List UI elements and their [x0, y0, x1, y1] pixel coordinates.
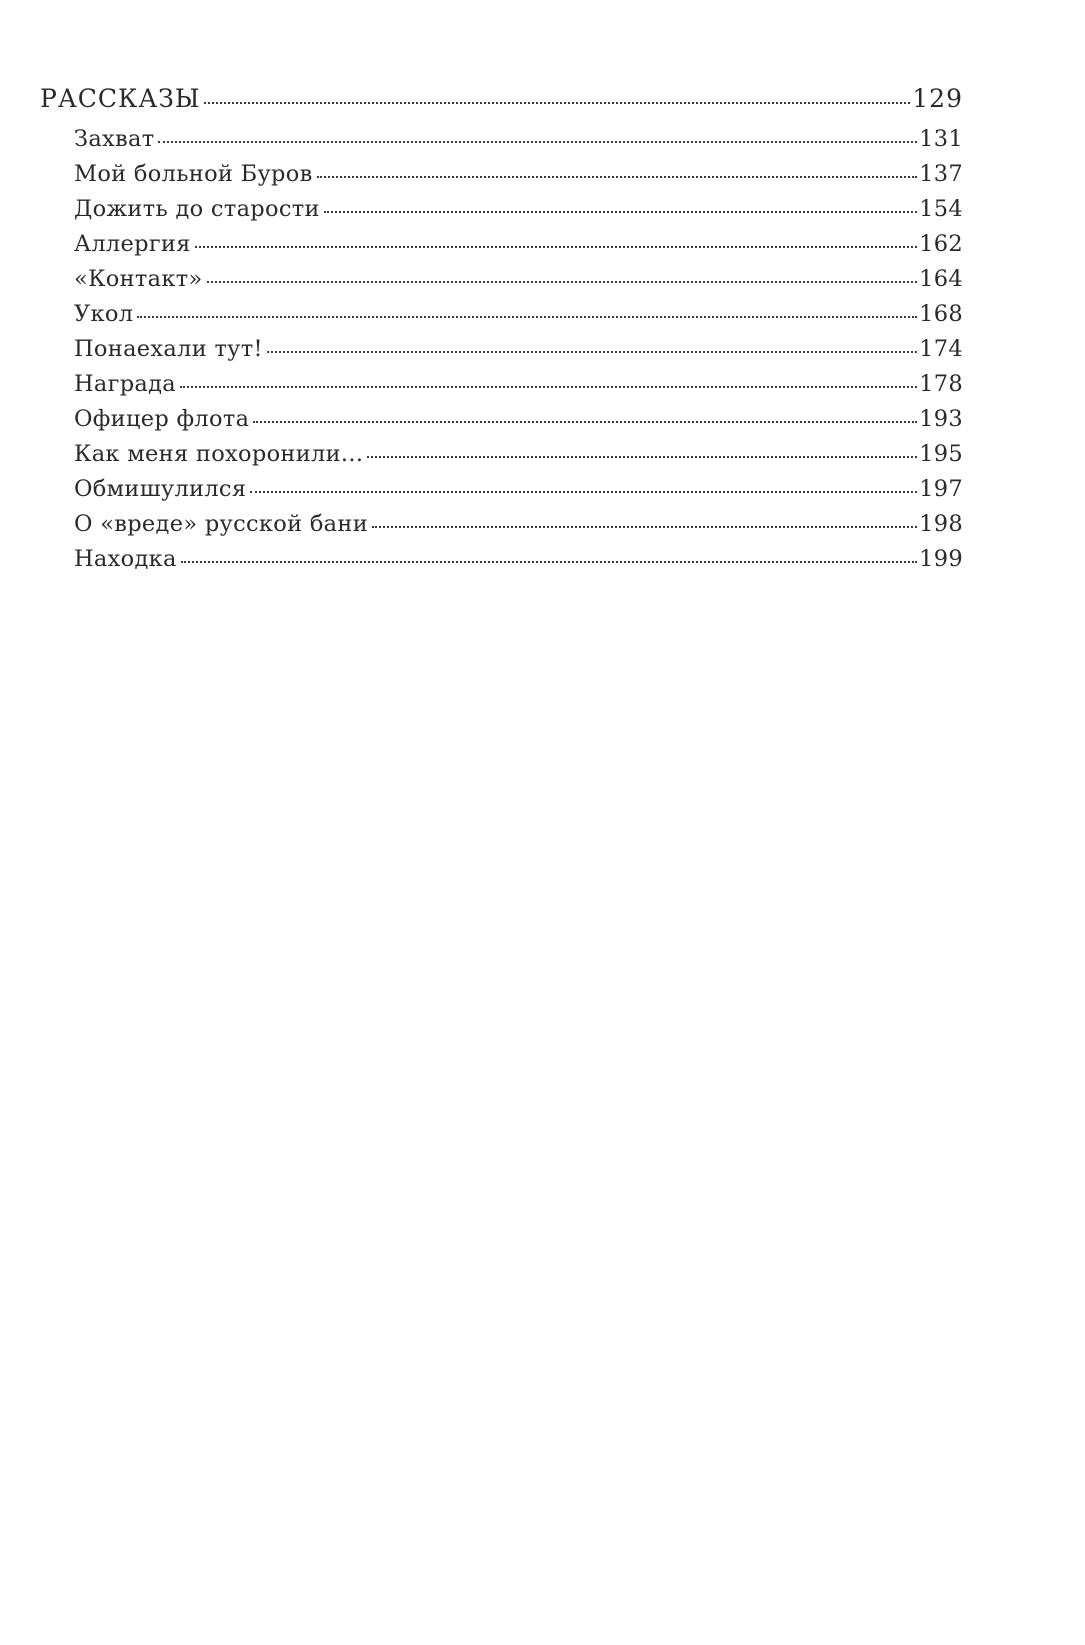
- toc-section-heading: [40, 84, 963, 126]
- entry-title: О «вреде» русской бани: [74, 511, 368, 537]
- entry-title: Награда: [74, 371, 177, 397]
- toc-entry: [40, 336, 963, 371]
- entry-page-number: 154: [919, 196, 963, 222]
- dot-leader: [250, 491, 917, 493]
- dot-leader: [324, 211, 917, 213]
- entry-title: Аллергия: [74, 231, 191, 257]
- entry-title: Захват: [74, 126, 155, 152]
- entry-title: Понаехали тут!: [74, 336, 263, 362]
- dot-leader: [137, 316, 917, 318]
- toc-entry: [40, 406, 963, 441]
- dot-leader: [253, 421, 917, 423]
- entry-page-number: 162: [919, 231, 963, 257]
- dot-leader: [207, 281, 918, 283]
- entry-page-number: 197: [919, 476, 963, 502]
- entry-page-number: 174: [919, 336, 963, 362]
- entry-page-number: 131: [919, 126, 963, 152]
- toc-entry: [40, 371, 963, 406]
- dot-leader: [180, 386, 917, 388]
- dot-leader: [204, 102, 910, 104]
- toc-entry: [40, 476, 963, 511]
- entry-page-number: 164: [919, 266, 963, 292]
- entry-title: Укол: [74, 301, 134, 327]
- dot-leader: [372, 526, 917, 528]
- dot-leader: [367, 456, 917, 458]
- toc-entry: [40, 161, 963, 196]
- entry-title: Обмишулился: [74, 476, 247, 502]
- entry-page-number: 137: [919, 161, 963, 187]
- section-title: РАССКАЗЫ: [40, 84, 201, 113]
- entry-page-number: 198: [919, 511, 963, 537]
- toc-entry: [40, 441, 963, 476]
- entry-page-number: 193: [919, 406, 963, 432]
- entry-page-number: 178: [919, 371, 963, 397]
- toc-entry: [40, 231, 963, 266]
- toc-entry: [40, 126, 963, 161]
- entry-title: Дожить до старости: [74, 196, 320, 222]
- entry-title: Находка: [74, 546, 177, 572]
- toc-entry: [40, 546, 963, 581]
- dot-leader: [195, 246, 917, 248]
- entry-title: «Контакт»: [74, 266, 203, 292]
- dot-leader: [267, 351, 917, 353]
- entry-page-number: 199: [919, 546, 963, 572]
- toc-entry: [40, 266, 963, 301]
- entry-title: Как меня похоронили...: [74, 441, 364, 467]
- entry-page-number: 168: [919, 301, 963, 327]
- toc-entry: [40, 511, 963, 546]
- section-page-number: 129: [912, 84, 963, 113]
- entry-title: Офицер флота: [74, 406, 250, 432]
- toc-entry: [40, 301, 963, 336]
- toc-entry: [40, 196, 963, 231]
- dot-leader: [158, 141, 917, 143]
- entry-page-number: 195: [919, 441, 963, 467]
- entry-title: Мой больной Буров: [74, 161, 313, 187]
- dot-leader: [181, 561, 917, 563]
- table-of-contents: [40, 84, 963, 581]
- dot-leader: [317, 176, 918, 178]
